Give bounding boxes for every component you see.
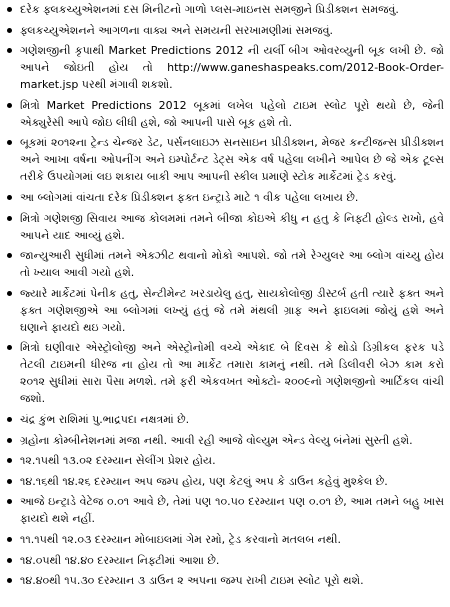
list-item-text: મિત્રો ગણેશજી સિવાય આજ કોલમમાં તમને બીજા કોઇએ કીધુ ન હતુ કે નિફ્ટી હોલ્ડ રાખો, હવે આપને યાદ આવ્યું હશે. bbox=[20, 211, 444, 242]
bullet-icon bbox=[7, 479, 12, 484]
list-item bbox=[6, 247, 444, 281]
list-item bbox=[6, 134, 444, 185]
list-item-text: ૧૪.૧૬થી ૧૪.૨૬ દરમ્યાન અપ જમ્પ હોય, પણ કેટલું અપ કે ડાઉન કહેવું મુશ્કેલ છે. bbox=[20, 474, 388, 488]
list-item bbox=[6, 452, 444, 469]
list-item-text: દરેક ફ્લકચ્યુએશનમાં દસ મિનીટનો ગાળો પ્લસ-માઇનસ સમજીને પ્રિડીક્શન સમજવું. bbox=[20, 3, 399, 16]
list-item-text: ચંદ્ર કુંભ રાશિમાં પુ.ભાદ્રપદા નક્ષત્રમાં છે. bbox=[20, 412, 190, 426]
list-item bbox=[6, 473, 444, 490]
bullet-icon bbox=[7, 7, 12, 12]
list-item bbox=[6, 42, 444, 93]
list-item-text: જાન્યુઆરી સુધીમાં તમને એક્ઝીટ થવાનો મોકો આપશે. જો તમે રેગ્યુલર આ બ્લોગ વાંચ્યુ હોય તો ખ્યાલ આવી ગયો હશે. bbox=[20, 249, 444, 280]
list-item-text: આજે ઇન્ટ્રાડે વેટેજ ૦.૦૧ આવે છે, તેમાં પણ ૧૦.૫૦ દરમ્યાન પણ ૦.૦૧ છે, આમ તમને બહુ ખાસ ફાયદો થશે નહીં. bbox=[20, 495, 444, 526]
bullet-icon bbox=[7, 103, 12, 108]
bullet-icon bbox=[7, 537, 12, 542]
bullet-icon bbox=[7, 140, 12, 145]
list-item bbox=[6, 339, 444, 407]
bullet-icon bbox=[7, 578, 12, 583]
list-item-text: ૧૧.૧૫થી ૧૨.૦૩ દરમ્યાન મોબાઇલમાં ગેમ રમો, ટ્રેડ કરવાનો મતલબ નથી. bbox=[20, 532, 341, 546]
list-item-text: જ્યારે માર્કેટમાં પેનીક હતુ, સેન્ટીમેન્ટ ખરડાયેલુ હતુ, સાયકોલોજી ડીસ્ટર્બ હતી ત્યારે ફક્ત અને ફક્ત ગણેશજીએ આ બ્લોગમાં લખ્યું હતું જે તમે મંથલી ગ્રાફ અને ફાઇલમાં જોયું હશે અને ઘણાને ફાયદો થઇ ગયો. bbox=[20, 286, 444, 334]
bullet-icon bbox=[7, 216, 12, 221]
list-item-text: બૂકમાં ૨૦૧૨ના ટ્રેન્ડ ચેન્જર ડેટ, પર્સનલાઇઝ સનસાઇન પ્રીડીક્શન, મેજર કન્ટીજન્સ પ્રીડીક્શન અને આખા વર્ષના ઓપનીંગ અને ઇમ્પોર્ટન્ટ ડેટ્સ એક વર્ષ પહેલા લખીને આપેલ છે જે એક ટૂલ્સ તરીકે ઉપયોગમાં લઇ શકાય બાકી આપ આપની સ્કીલ પ્રમાણે સ્ટોક માર્કેટમાં ટ્રેડ કરવું. bbox=[20, 136, 444, 184]
list-item bbox=[6, 411, 444, 428]
list-item bbox=[6, 552, 444, 569]
list-item bbox=[6, 432, 444, 449]
bullet-icon bbox=[7, 253, 12, 258]
list-item bbox=[6, 22, 444, 39]
list-item-text: ગ્રહોના કોમ્બીનેશનમાં મજા નથી. આવી રહી આજે વોલ્યુમ એન્ડ વેલ્યુ બંનેમાં સુસ્તી હશે. bbox=[20, 433, 413, 447]
list-item bbox=[6, 1, 444, 18]
list-item-text: મિત્રો Market Predictions 2012 બૂકમાં લખેલ પહેલો ટાઇમ સ્લોટ પૂરો થયો છે, જેની એક્યુરેસી આપે જોઇ લીધી હશે, જો આપની પાસે બૂક હશે તો. bbox=[20, 98, 444, 129]
bullet-icon bbox=[7, 558, 12, 563]
bullet-icon bbox=[7, 417, 12, 422]
list-item bbox=[6, 189, 444, 206]
list-item bbox=[6, 210, 444, 244]
bullet-icon bbox=[7, 499, 12, 504]
bullet-icon bbox=[7, 48, 12, 53]
list-item-text: ફ્લકચ્યુએશનને આગળના વાક્ય અને સમયની સરખામણીમાં સમજવું. bbox=[20, 23, 333, 37]
bullet-list bbox=[6, 1, 444, 589]
list-item-text: ૧૪.૪૦થી ૧૫.૩૦ દરમ્યાન ૩ ડાઉન ૨ અપના જમ્પ રાખી ટાઇમ સ્લોટ પૂરો થશે. bbox=[20, 574, 364, 588]
bullet-icon bbox=[7, 345, 12, 350]
list-item-text: ૧૨.૧૫થી ૧૩.૦૨ દરમ્યાન સેલીંગ પ્રેશર હોય. bbox=[20, 454, 216, 468]
bullet-icon bbox=[7, 458, 12, 463]
bullet-icon bbox=[7, 28, 12, 33]
list-item-text: ૧૪.૦૫થી ૧૪.૪૦ દરમ્યાન નિફ્ટીમાં આશા છે. bbox=[20, 553, 220, 567]
bullet-icon bbox=[7, 195, 12, 200]
list-item-text: ગણેશજીની કૃપાથી Market Predictions 2012 ની યર્લી બીગ ઓવરવ્યુની બૂક લખી છે. જો આપને જોઇતી હોય તો http://www.ganeshaspeaks.com/2012-Book-Order-market.jsp પરથી મંગાવી શકશો. bbox=[20, 44, 444, 92]
list-item-text: મિત્રો ઘણીવાર એસ્ટ્રોલોજી અને એસ્ટ્રોનોમી વચ્ચે એકાદ બે દિવસ કે થોડો ડિગ્રીકલ ફરક પડે તેટલી ટાઇમની ધીરજ ના હોય તો આ માર્કેટ તમારા કામનું નથી. તમે ડિલીવરી બેઝ કામ કરો ૨૦૧૨ સુધીમાં સારા પૈસા મળશે. તમે ફરી એકવખત ઓક્ટો- ૨૦૦૯નો ગણેશજીનો આર્ટિકલ વાંચી જશો. bbox=[20, 341, 444, 406]
list-item bbox=[6, 493, 444, 527]
list-item bbox=[6, 97, 444, 131]
list-item bbox=[6, 285, 444, 336]
list-item bbox=[6, 531, 444, 548]
bullet-icon bbox=[7, 291, 12, 296]
bullet-icon bbox=[7, 438, 12, 443]
list-item bbox=[6, 572, 444, 589]
list-item-text: આ બ્લોગમાં વાંચતા દરેક પ્રિડીક્શન ફક્ત ઇન્ટ્રાડે માટે ૧ વીક પહેલા લખાય છે. bbox=[20, 190, 359, 204]
